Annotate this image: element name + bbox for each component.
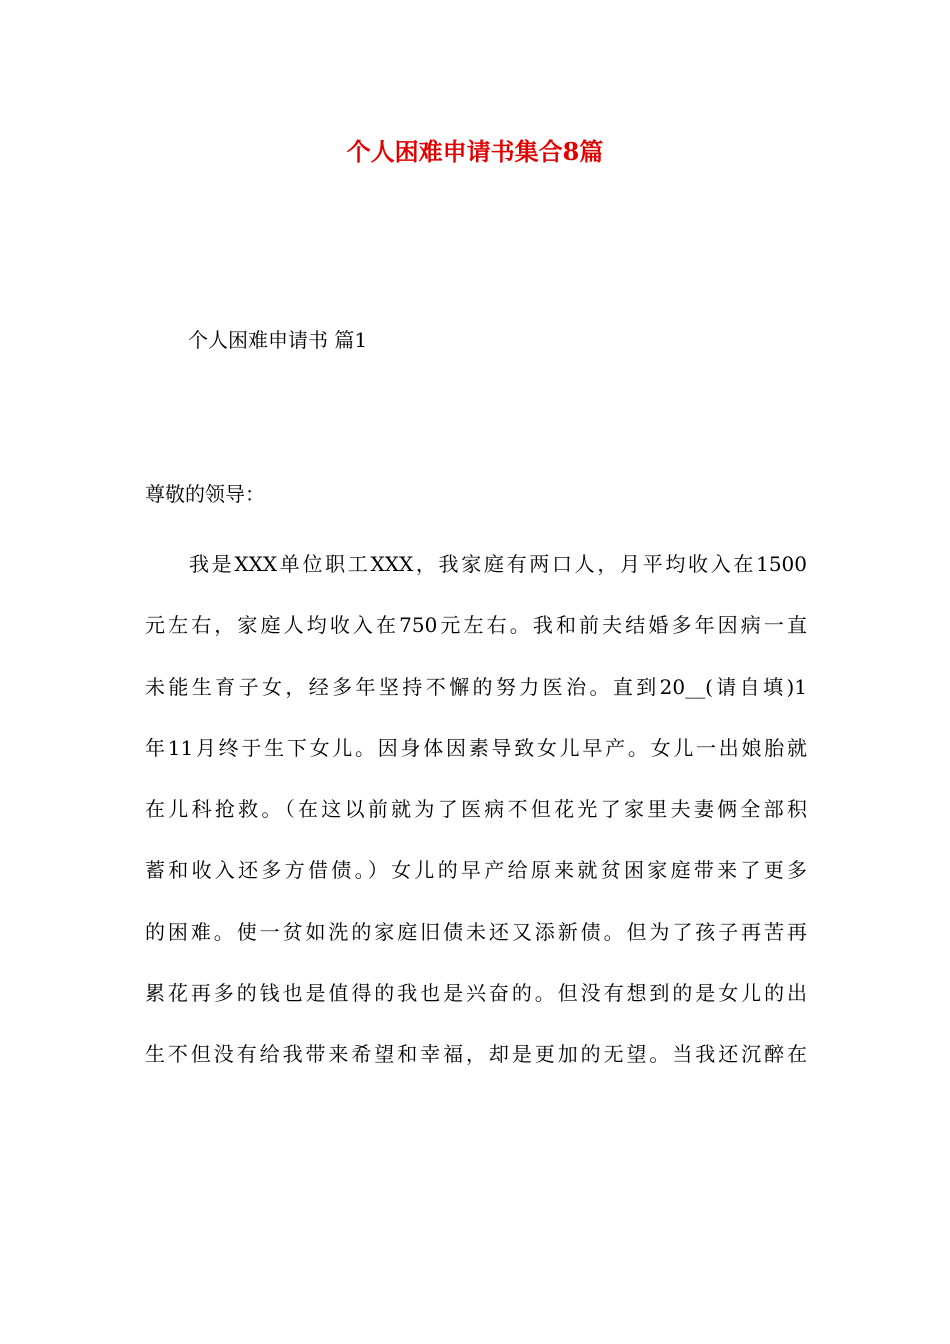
body-paragraph (145, 548, 807, 1100)
body-line: 的困难。使一贫如洗的家庭旧债未还又添新债。但为了孩子再苦再 (145, 919, 807, 944)
body-line: 累花再多的钱也是值得的我也是兴奋的。但没有想到的是女儿的出 (145, 981, 807, 1006)
body-line: 年11月终于生下女儿。因身体因素导致女儿早产。女儿一出娘胎就 (145, 735, 807, 760)
body-line: 我是XXX单位职工XXX，我家庭有两口人，月平均收入在1500 (189, 552, 807, 576)
body-line: 生不但没有给我带来希望和幸福，却是更加的无望。当我还沉醉在 (145, 1042, 807, 1067)
salutation: 尊敬的领导： (145, 482, 265, 506)
body-line: 元左右，家庭人均收入在750元左右。我和前夫结婚多年因病一直 (145, 613, 807, 638)
section-heading: 个人困难申请书 篇1 (188, 328, 368, 352)
body-line: 蓄和收入还多方借债。）女儿的早产给原来就贫困家庭带来了更多 (145, 858, 807, 883)
body-line: 在儿科抢救。（在这以前就为了医病不但花光了家里夫妻俩全部积 (145, 797, 807, 822)
body-line: 未能生育子女，经多年坚持不懈的努力医治。直到20__(请自填)1 (145, 674, 807, 699)
document-title: 个人困难申请书集合8篇 (346, 137, 604, 166)
